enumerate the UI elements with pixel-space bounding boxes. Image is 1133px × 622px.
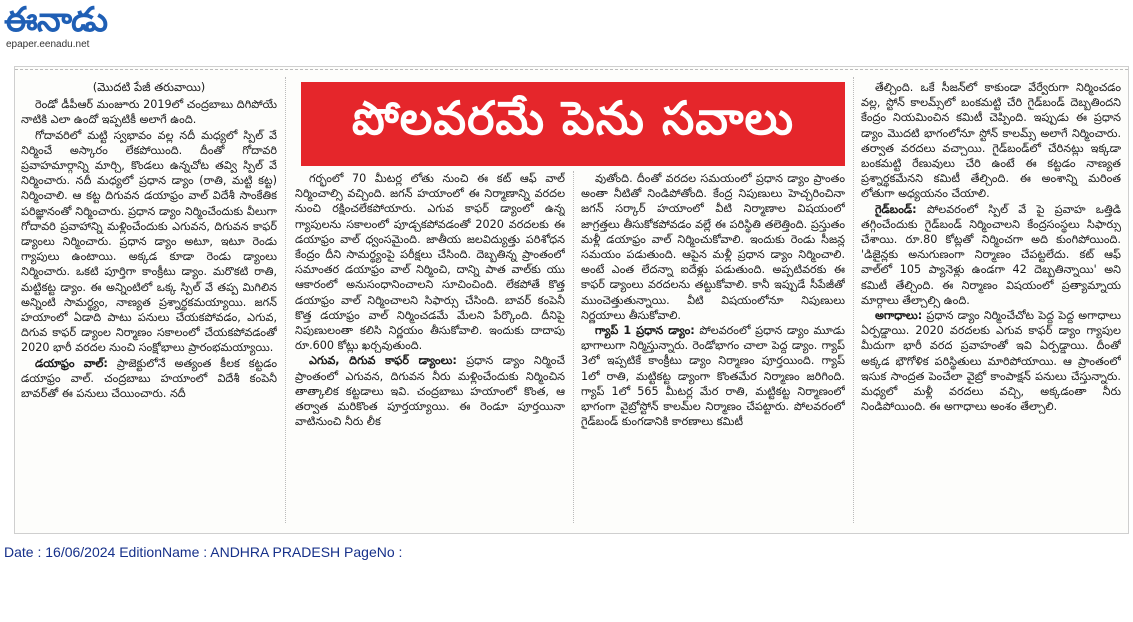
paragraph: గోదావరిలో మట్టి స్వభావం వల్ల నదీ మధ్యలో స్పిల్‌ వే నిర్మించే అస్కారం లేకపోయింది. దీంతో గోదావరి ప్రవాహమార్గాన్ని మార్చి, కొండలు ఉన్నచోట తవ్వి స్పిల్‌ వే నిర్మించారు. నదీ మధ్యలో ప్రధాన డ్యాం (రాతి, మట్టి కట్ట) నిర్మించాలి. ఆ కట్ట దిగువన డయాఫ్రం వాల్‌ విదేశీ సాంకేతిక పరిజ్ఞానంతో నిర్మించారు. ప్రధాన డ్యాం నిర్మించేందుకు వీలుగా గోదావరి ప్రవాహాన్ని మళ్లించేందుకు ఎగువన, దిగువన కాఫర్‌ డ్యాంలు నిర్మించారు. ప్రధాన డ్యాం అటూ, ఇటూ రెండు గ్యాపులు ఉంటాయి. అక్కడ కూడా రెండు డ్యాంలు నిర్మించారు. ఒకటి పూర్తిగా కాంక్రీటు డ్యాం. మరొకటి రాతి, మట్టికట్ట డ్యాం. ఈ అన్నింటిలో ఒక్క స్పిల్‌ వే తప్ప మిగిలిన అన్నింటి సామర్థ్యం, నాణ్యత ప్రశ్నార్థకమయ్యాయి. జగన్‌ హయాంలో ఏడాది పాటు పనులు చేయకపోవడం, ఎగువ, దిగువ కాఫర్‌ డ్యాంల నిర్మాణం సకాలంలో చేయకపోవడంతో 2020 భారీ వరదల నుంచి సంక్షోభాలు ప్రారంభమయ్యాయి. bbox=[21, 128, 277, 355]
subhead-gap1-main-dam: గ్యాప్‌ 1 ప్రధాన డ్యాం: bbox=[595, 324, 695, 338]
eenadu-logo[interactable] bbox=[4, 2, 154, 52]
article-clipping bbox=[14, 66, 1129, 534]
paragraph: పోలవరంలో స్పిల్‌ వే పై ప్రవాహ ఒత్తిడి తగ్గించేందుకు గైడ్‌బండ్‌ నిర్మించాలని కేంద్రసంస్థలు సిఫార్సు చేశాయి. రూ.80 కోట్లతో నిర్మించగా అది కుంగిపోయింది. 'డిజైన్లకు అనుగుణంగా నిర్మాణం చేపట్టలేదు. కట్‌ ఆఫ్‌ వాల్‌లో 105 ప్యానెళ్లు ఉండగా 42 దెబ్బతిన్నాయి' అని కమిటీ తేల్చింది. ఈ నిర్మాణం విషయంలో ప్రత్యామ్నాయ మార్గాలు తేల్చాల్సి ఉంది. bbox=[861, 202, 1121, 307]
column-divider bbox=[853, 77, 854, 523]
subhead-chasms: అగాధాలు: bbox=[875, 309, 923, 323]
clip-cut-line bbox=[15, 69, 1128, 70]
column-divider bbox=[285, 77, 286, 523]
article-column-4 bbox=[861, 80, 1121, 526]
article-column-2 bbox=[295, 171, 565, 526]
logo-url: epaper.eenadu.net bbox=[6, 39, 90, 50]
paragraph: ప్రాజెక్టులోనే అత్యంత కీలక కట్టడం డయాఫ్రం వాల్‌. చంద్రబాబు హయాంలో విదేశీ కంపెనీ బావర్‌తో ఈ పనులు చేయించారు. నదీ bbox=[21, 356, 277, 401]
paragraph: రెండో డీపీఆర్ మంజూరు 2019లో చంద్రబాబు దిగిపోయే నాటికి ఎలా ఉందో ఇప్పటికీ అలాగే ఉంది. bbox=[21, 98, 277, 127]
subhead-coffer-dams: ఎగువ, దిగువ కాఫర్‌ డ్యాంలు: bbox=[309, 354, 457, 368]
article-column-3 bbox=[581, 171, 845, 526]
paragraph: వుతోంది. దీంతో వరదల సమయంలో ప్రధాన డ్యాం ప్రాంతం అంతా నీటితో నిండిపోతోంది. కేంద్ర నిపుణులు హెచ్చరించినా జగన్‌ సర్కార్‌ హయాంలో వీటి నిర్మాణాల విషయంలో జాగ్రత్తలు తీసుకోకపోవడం వల్లే ఈ పరిస్థితి తలెత్తింది. ప్రస్తుతం మళ్లీ డయాఫ్రం వాల్‌ నిర్మించుకోవాలి. ఇందుకు రెండు సీజన్ల సమయం పడుతుంది. ఆపైన మళ్లీ ప్రధాన డ్యాం నిర్మించాలి. అంటే ఎంత లేదన్నా ఐదేళ్లు పడుతుంది. అప్పటివరకు ఈ కాఫర్‌ డ్యాంలు వరదలను తట్టుకోవాలి. కానీ ఇప్పుడే సీపేజీతో ముంచెత్తుతున్నాయి. వీటి విషయంలోనూ నిపుణులు నిర్ణయాలు తీసుకోవాలి. bbox=[581, 172, 845, 322]
headline: పోలవరమే పెను సవాలు bbox=[301, 82, 845, 166]
logo-text: ఈనాడు bbox=[4, 0, 108, 40]
article-column-1 bbox=[21, 80, 277, 526]
edition-info: Date : 16/06/2024 EditionName : ANDHRA PRADESH PageNo : bbox=[4, 544, 403, 560]
paragraph: ప్రధాన డ్యాం నిర్మించే ప్రాంతంలో ఎగువన, దిగువన నీరు మళ్లించేందుకు నిర్మించిన తాత్కాలిక కట్టడాలు ఇవి. చంద్రబాబు హయాంలో కొంత, ఆ తర్వాత మరికొంత పూర్తయ్యాయి. ఈ రెండూ పూర్తయినా వాటినుంచి నీరు లీక bbox=[295, 354, 565, 429]
column-divider bbox=[573, 171, 574, 523]
paragraph: తేల్చింది. ఒకే సీజన్‌లో కాకుండా వేర్వేరుగా నిర్మించడం వల్ల, స్టోన్‌ కాలమ్స్‌లో బంకమట్టి చేరి గైడ్‌బండ్‌ దెబ్బతిందని కేంద్రం నియమించిన కమిటీ చెప్పింది. ఇప్పుడు ఈ ప్రధాన డ్యాం మొదటి భాగంలోనూ స్టోన్‌ కాలమ్స్‌ అలాగే నిర్మించారు. తర్వాత వరదలు వచ్చాయి. గైడ్‌బండ్‌లో చేరినట్లు ఇక్కడా బంకమట్టి రేణువులు చేరి ఉంటే ఈ కట్టడం నాణ్యత ప్రశ్నార్థకమేనని కమిటీ తేల్చింది. ఈ అంశాన్ని మరింత లోతుగా అధ్యయనం చేయాలి. bbox=[861, 81, 1121, 201]
paragraph: పోలవరంలో ప్రధాన డ్యాం మూడు భాగాలుగా నిర్మిస్తున్నారు. రెండోభాగం చాలా పెద్ద డ్యాం. గ్యాప్‌ 3లో ఇప్పటికే కాంక్రీటు డ్యాం నిర్మాణం పూర్తయింది. గ్యాప్‌ 1లో రాతి, మట్టికట్ట డ్యాంగా కొంతమేర నిర్మాణం జరిగింది. గ్యాప్‌ 1లో 565 మీటర్ల మేర రాతి, మట్టికట్ట నిర్మాణంలో భాగంగా వైబ్రోస్టోన్‌ కాలమ్‌ల నిర్మాణం చేపట్టారు. పోలవరంలో గైడ్‌బండ్‌ కుంగడానికి కారణాలు కమిటీ bbox=[581, 324, 845, 429]
continuation-kicker: (మొదటి పేజీ తరువాయి) bbox=[92, 80, 206, 94]
subhead-guidebund: గైడ్‌బండ్‌: bbox=[875, 202, 917, 216]
paragraph: గర్భంలో 70 మీటర్ల లోతు నుంచి ఈ కట్‌ ఆఫ్‌ వాల్‌ నిర్మించాల్సి వచ్చింది. జగన్‌ హయాంలో ఈ నిర్మాణాన్ని వరదల నుంచి రక్షించలేకపోయారు. ఎగువ కాఫర్‌ డ్యాంలో ఉన్న గ్యాపులను సకాలంలో పూడ్చకపోవడంతో 2020 వరదలకు ఈ డయాఫ్రం వాల్‌ ధ్వంసమైంది. జాతీయ జలవిద్యుత్తు పరిశోధన కేంద్రం దీని సామర్థ్యంపై పరీక్షలు చేసింది. దెబ్బతిన్న ప్రాంతంలో సమాంతర డయాఫ్రం వాల్‌ నిర్మించి, దాన్ని పాత వాల్‌కు యు ఆకారంలో అనుసంధానించాలని సూచించింది. లేకపోతే కొత్త డయాఫ్రం వాల్‌ నిర్మించాలని సిఫార్సు చేసింది. బావర్‌ కంపెనీ కొత్త డయాఫ్రం వాల్‌ నిర్మించడమే మేలని పేర్కొంది. దీనిపై నిపుణులంతా కలిసి నిర్ణయం తీసుకోవాలి. ఇందుకు దాదాపు రూ.600 కోట్లు ఖర్చవుతుంది. bbox=[295, 172, 565, 353]
paragraph: ప్రధాన డ్యాం నిర్మించేచోట పెద్ద పెద్ద అగాధాలు ఏర్పడ్డాయి. 2020 వరదలకు ఎగువ కాఫర్‌ డ్యాం గ్యాపుల మీదుగా భారీ వరద ప్రవాహంతో ఇవి ఏర్పడ్డాయి. దీంతో అక్కడ భౌగోళిక పరిస్థితులు మారిపోయాయి. ఆ ప్రాంతంలో ఇసుక సాంద్రత పెంచేలా వైబ్రో కాంపాక్షన్‌ పనులు చేస్తున్నారు. మధ్యలో మళ్లీ వరదలు వచ్చి, అక్కడంతా నీరు నిండిపోయింది. ఈ అగాధాలు అంశం తేల్చాలి. bbox=[861, 309, 1121, 414]
subhead-diaphragm-wall: డయాఫ్రం వాల్‌: bbox=[35, 356, 108, 370]
